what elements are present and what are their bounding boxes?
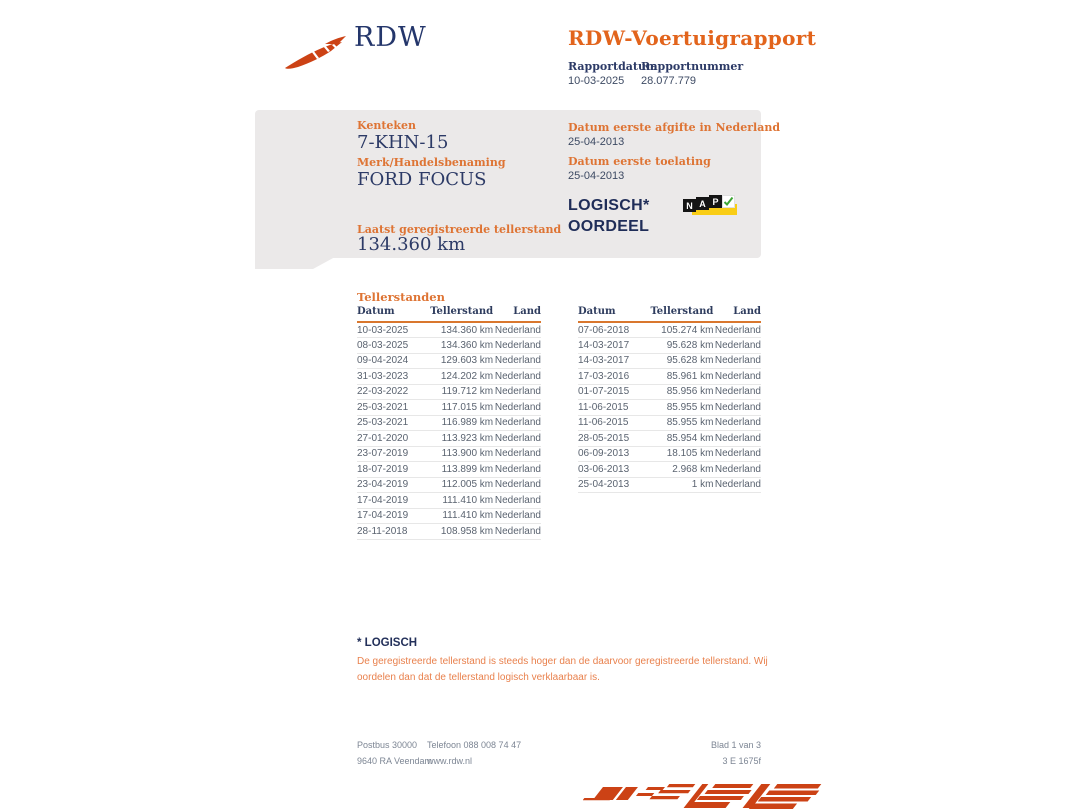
land-cell: Nederland bbox=[713, 322, 761, 338]
table-header-row bbox=[357, 306, 541, 322]
tellerstand-cell: 95.628 km bbox=[648, 353, 714, 369]
land-cell: Nederland bbox=[493, 493, 541, 509]
land-cell: Nederland bbox=[713, 338, 761, 354]
afgifte-value: 25-04-2013 bbox=[568, 136, 625, 148]
table-row bbox=[578, 446, 761, 462]
afgifte-label: Datum eerste afgifte in Nederland bbox=[568, 121, 781, 134]
kenteken-label: Kenteken bbox=[357, 119, 417, 132]
land-cell: Nederland bbox=[713, 431, 761, 447]
tellerstand-cell: 117.015 km bbox=[427, 400, 493, 416]
toelating-value: 25-04-2013 bbox=[568, 170, 625, 182]
tellerstand-cell: 2.968 km bbox=[648, 462, 714, 478]
table-row bbox=[357, 493, 541, 509]
col-land: Land bbox=[713, 306, 761, 322]
nap-letter-p: P bbox=[709, 195, 722, 208]
datum-cell: 25-04-2013 bbox=[578, 477, 648, 493]
rdw-logo-text: RDW bbox=[354, 22, 427, 53]
datum-cell: 25-03-2021 bbox=[357, 415, 427, 431]
report-date-label: Rapportdatum bbox=[568, 60, 658, 73]
land-cell: Nederland bbox=[493, 508, 541, 524]
datum-cell: 23-07-2019 bbox=[357, 446, 427, 462]
footer-phone: Telefoon 088 008 74 47 bbox=[427, 740, 522, 750]
tellerstand-cell: 112.005 km bbox=[427, 477, 493, 493]
datum-cell: 23-04-2019 bbox=[357, 477, 427, 493]
table-row bbox=[578, 338, 761, 354]
datum-cell: 14-03-2017 bbox=[578, 338, 648, 354]
land-cell: Nederland bbox=[493, 322, 541, 338]
col-land: Land bbox=[493, 306, 541, 322]
nap-checkmark-icon bbox=[722, 195, 735, 208]
land-cell: Nederland bbox=[713, 353, 761, 369]
land-cell: Nederland bbox=[493, 415, 541, 431]
table-row bbox=[357, 369, 541, 385]
report-number-value: 28.077.779 bbox=[641, 75, 697, 87]
footer-address-line1: Postbus 30000 bbox=[357, 740, 418, 750]
tellerstand-cell: 116.989 km bbox=[427, 415, 493, 431]
tellerstand-cell: 124.202 km bbox=[427, 369, 493, 385]
land-cell: Nederland bbox=[493, 353, 541, 369]
datum-cell: 11-06-2015 bbox=[578, 400, 648, 416]
tellerstanden-table-right bbox=[578, 306, 761, 493]
tellerstand-cell: 111.410 km bbox=[427, 508, 493, 524]
tellerstanden-section-title: Tellerstanden bbox=[357, 290, 445, 304]
land-cell: Nederland bbox=[713, 415, 761, 431]
tellerstand-cell: 18.105 km bbox=[648, 446, 714, 462]
table-row bbox=[578, 369, 761, 385]
table-row bbox=[357, 508, 541, 524]
datum-cell: 10-03-2025 bbox=[357, 322, 427, 338]
tellerstand-cell: 95.628 km bbox=[648, 338, 714, 354]
land-cell: Nederland bbox=[493, 524, 541, 540]
table-row bbox=[357, 524, 541, 540]
table-row bbox=[357, 446, 541, 462]
rdw-wing-icon bbox=[284, 34, 348, 76]
table-row bbox=[578, 431, 761, 447]
land-cell: Nederland bbox=[493, 477, 541, 493]
land-cell: Nederland bbox=[493, 384, 541, 400]
land-cell: Nederland bbox=[493, 400, 541, 416]
datum-cell: 01-07-2015 bbox=[578, 384, 648, 400]
datum-cell: 09-04-2024 bbox=[357, 353, 427, 369]
datum-cell: 11-06-2015 bbox=[578, 415, 648, 431]
table-row bbox=[578, 322, 761, 338]
rdw-wing-graphic bbox=[583, 783, 835, 810]
tellerstand-cell: 85.954 km bbox=[648, 431, 714, 447]
tellerstand-cell: 134.360 km bbox=[427, 322, 493, 338]
datum-cell: 17-03-2016 bbox=[578, 369, 648, 385]
datum-cell: 28-11-2018 bbox=[357, 524, 427, 540]
footer-address-line2: 9640 RA Veendam bbox=[357, 756, 433, 766]
table-row bbox=[357, 322, 541, 338]
nap-letter-a: A bbox=[696, 197, 709, 210]
tellerstand-cell: 1 km bbox=[648, 477, 714, 493]
col-datum: Datum bbox=[578, 306, 648, 322]
land-cell: Nederland bbox=[493, 338, 541, 354]
datum-cell: 06-09-2013 bbox=[578, 446, 648, 462]
table-row bbox=[357, 384, 541, 400]
table-row bbox=[578, 384, 761, 400]
footnote-title: * LOGISCH bbox=[357, 637, 418, 649]
datum-cell: 25-03-2021 bbox=[357, 400, 427, 416]
toelating-label: Datum eerste toelating bbox=[568, 155, 711, 168]
land-cell: Nederland bbox=[493, 462, 541, 478]
tellerstand-cell: 85.955 km bbox=[648, 415, 714, 431]
land-cell: Nederland bbox=[713, 477, 761, 493]
land-cell: Nederland bbox=[713, 384, 761, 400]
col-tellerstand: Tellerstand bbox=[648, 306, 714, 322]
datum-cell: 17-04-2019 bbox=[357, 493, 427, 509]
land-cell: Nederland bbox=[493, 446, 541, 462]
oordeel-line2: OORDEEL bbox=[568, 218, 650, 235]
table-row bbox=[357, 353, 541, 369]
page-title: RDW-Voertuigrapport bbox=[568, 26, 817, 50]
oordeel-text bbox=[568, 195, 650, 237]
tellerstand-cell: 113.899 km bbox=[427, 462, 493, 478]
table-row bbox=[357, 400, 541, 416]
nap-letter-n: N bbox=[683, 199, 696, 212]
table-row bbox=[357, 431, 541, 447]
col-datum: Datum bbox=[357, 306, 427, 322]
datum-cell: 31-03-2023 bbox=[357, 369, 427, 385]
land-cell: Nederland bbox=[493, 431, 541, 447]
land-cell: Nederland bbox=[713, 400, 761, 416]
tellerstand-cell: 85.961 km bbox=[648, 369, 714, 385]
table-row bbox=[357, 462, 541, 478]
table-row bbox=[578, 400, 761, 416]
table-row bbox=[357, 338, 541, 354]
land-cell: Nederland bbox=[713, 369, 761, 385]
datum-cell: 27-01-2020 bbox=[357, 431, 427, 447]
tellerstand-cell: 113.923 km bbox=[427, 431, 493, 447]
tellerstand-label: Laatst geregistreerde tellerstand bbox=[357, 223, 562, 236]
datum-cell: 28-05-2015 bbox=[578, 431, 648, 447]
tellerstand-cell: 113.900 km bbox=[427, 446, 493, 462]
card-corner-tab bbox=[255, 257, 335, 269]
nap-logo bbox=[683, 193, 737, 219]
tellerstand-cell: 134.360 km bbox=[427, 338, 493, 354]
land-cell: Nederland bbox=[493, 369, 541, 385]
datum-cell: 18-07-2019 bbox=[357, 462, 427, 478]
footer-doc-code: 3 E 1675f bbox=[722, 756, 761, 766]
kenteken-value: 7-KHN-15 bbox=[357, 132, 449, 153]
footer-website: www.rdw.nl bbox=[427, 756, 473, 766]
datum-cell: 17-04-2019 bbox=[357, 508, 427, 524]
datum-cell: 22-03-2022 bbox=[357, 384, 427, 400]
tellerstand-cell: 85.956 km bbox=[648, 384, 714, 400]
table-row bbox=[578, 462, 761, 478]
footer-page-number: Blad 1 van 3 bbox=[710, 740, 761, 750]
datum-cell: 07-06-2018 bbox=[578, 322, 648, 338]
col-tellerstand: Tellerstand bbox=[427, 306, 493, 322]
table-row bbox=[578, 415, 761, 431]
merk-value: FORD FOCUS bbox=[357, 169, 487, 190]
table-row bbox=[357, 415, 541, 431]
merk-label: Merk/Handelsbenaming bbox=[357, 156, 506, 169]
datum-cell: 08-03-2025 bbox=[357, 338, 427, 354]
tellerstand-value: 134.360 km bbox=[357, 234, 466, 255]
report-number-label: Rapportnummer bbox=[641, 60, 744, 73]
table-row bbox=[578, 477, 761, 493]
footnote-text: De geregistreerde tellerstand is steeds hoger dan de daarvoor geregistreerde tellerstand. Wij oordelen dan dat de tellerstand logisch verklaarbaar is. bbox=[357, 656, 768, 683]
tellerstand-cell: 129.603 km bbox=[427, 353, 493, 369]
report-date-value: 10-03-2025 bbox=[568, 75, 625, 87]
tellerstand-cell: 108.958 km bbox=[427, 524, 493, 540]
datum-cell: 14-03-2017 bbox=[578, 353, 648, 369]
tellerstand-cell: 119.712 km bbox=[427, 384, 493, 400]
tellerstand-cell: 105.274 km bbox=[648, 322, 714, 338]
oordeel-line1: LOGISCH* bbox=[568, 197, 650, 214]
tellerstand-cell: 85.955 km bbox=[648, 400, 714, 416]
land-cell: Nederland bbox=[713, 446, 761, 462]
datum-cell: 03-06-2013 bbox=[578, 462, 648, 478]
table-row bbox=[357, 477, 541, 493]
table-row bbox=[578, 353, 761, 369]
land-cell: Nederland bbox=[713, 462, 761, 478]
tellerstanden-table-left bbox=[357, 306, 541, 540]
table-header-row bbox=[578, 306, 761, 322]
tellerstand-cell: 111.410 km bbox=[427, 493, 493, 509]
